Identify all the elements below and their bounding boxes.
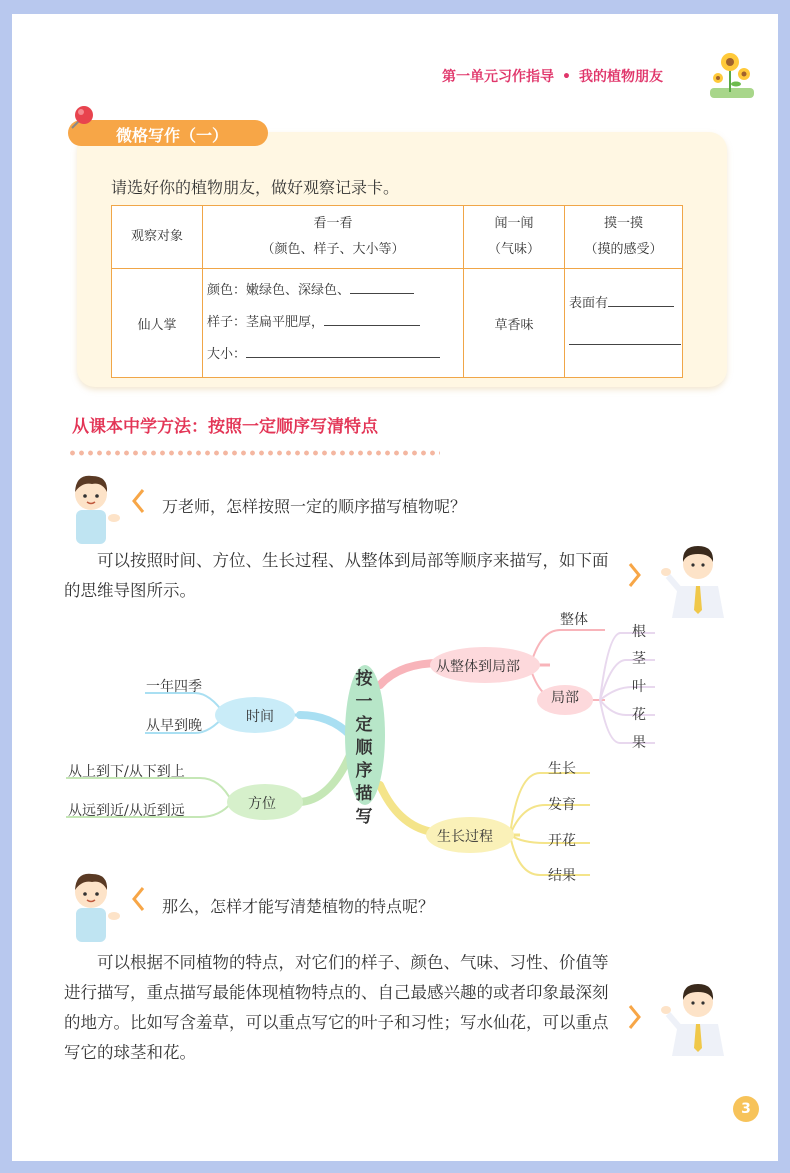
touch-blank-2[interactable] (569, 332, 681, 345)
dotted-divider (68, 450, 440, 456)
look-color-line (207, 275, 462, 307)
header-smell-sub: （气味） (487, 242, 540, 257)
header-look-title: 看一看 (313, 216, 353, 231)
look-shape-blank[interactable] (324, 313, 420, 326)
sunflower-icon (706, 48, 758, 104)
node-growth: 生长过程 (437, 829, 493, 845)
look-color-blank[interactable] (350, 281, 414, 294)
object-value: 仙人掌 (112, 269, 203, 378)
touch-blank-1[interactable] (608, 294, 674, 307)
touch-line (569, 285, 681, 323)
section-title: 从课本中学方法：按照一定顺序写清特点 (72, 417, 378, 437)
boy-student-icon (62, 470, 122, 546)
table-header-row (112, 206, 683, 269)
teacher-icon (658, 972, 732, 1056)
node-position-vertical: 从上到下/从下到上 (68, 764, 185, 780)
page-header (442, 66, 663, 86)
node-root: 根 (632, 624, 646, 640)
node-position-distance: 从远到近/从近到远 (68, 803, 185, 819)
header-look (203, 206, 464, 269)
node-whole-part: 从整体到局部 (436, 659, 520, 675)
look-shape-text: 样子：茎扁平肥厚， (207, 315, 325, 330)
node-growth-bloom: 开花 (548, 833, 576, 849)
header-look-sub: （颜色、样子、大小等） (261, 242, 405, 257)
mindmap-center: 按一定顺序描写 (355, 669, 373, 827)
node-time-day: 从早到晚 (146, 718, 202, 734)
header-smell (464, 206, 565, 269)
node-fruit: 果 (632, 735, 646, 751)
header-touch (565, 206, 683, 269)
look-size-blank[interactable] (246, 345, 440, 358)
node-position: 方位 (248, 796, 276, 812)
look-size-text: 大小： (207, 347, 247, 362)
chevron-left-icon (131, 886, 145, 912)
touch-cell (565, 269, 683, 378)
chevron-right-icon (628, 562, 642, 588)
header-touch-title: 摸一摸 (603, 216, 643, 231)
header-topic: 我的植物朋友 (578, 69, 663, 85)
node-growth-fruit: 结果 (548, 868, 576, 884)
header-unit: 第一单元习作指导 (442, 69, 554, 85)
node-flower: 花 (632, 707, 646, 723)
look-cell (203, 269, 464, 378)
node-stem: 茎 (632, 651, 646, 667)
node-leaf: 叶 (632, 679, 646, 695)
look-shape-line (207, 307, 462, 339)
node-time-seasons: 一年四季 (146, 679, 202, 695)
observation-table (111, 205, 683, 378)
look-color-text: 颜色：嫩绿色、深绿色、 (207, 283, 351, 298)
header-separator: • (562, 69, 571, 85)
exercise-badge-label: 微格写作（一） (116, 126, 229, 145)
header-object: 观察对象 (112, 206, 203, 269)
header-touch-sub: （摸的感受） (584, 242, 663, 257)
answer-2: 可以根据不同植物的特点，对它们的样子、颜色、气味、习性、价值等进行描写，重点描写最能体现植物特点的、自己最感兴趣的或者印象最深刻的地方。比如写含羞草，可以重点写它的叶子和习性；写水仙花，可以重点写它的球茎和花。 (64, 953, 609, 1062)
header-smell-title: 闻一闻 (494, 216, 534, 231)
touch-line-2 (569, 323, 681, 361)
node-growth-grow: 生长 (548, 761, 576, 777)
look-size-line (207, 339, 462, 371)
node-growth-develop: 发育 (548, 797, 576, 813)
pushpin-icon (60, 100, 100, 140)
node-whole: 整体 (560, 612, 588, 628)
smell-value: 草香味 (464, 269, 565, 378)
chevron-right-icon (628, 1004, 642, 1030)
touch-text: 表面有 (569, 296, 609, 311)
node-part: 局部 (551, 690, 579, 706)
boy-student-icon (62, 868, 122, 944)
chevron-left-icon (131, 488, 145, 514)
question-2: 那么，怎样才能写清楚植物的特点呢？ (162, 897, 435, 916)
question-1: 万老师，怎样按照一定的顺序描写植物呢？ (162, 497, 467, 516)
table-row (112, 269, 683, 378)
node-time: 时间 (246, 709, 274, 725)
exercise-instruction: 请选好你的植物朋友，做好观察记录卡。 (111, 178, 400, 197)
page-number: 3 (733, 1096, 759, 1122)
answer-1: 可以按照时间、方位、生长过程、从整体到局部等顺序来描写，如下面的思维导图所示。 (64, 551, 609, 600)
